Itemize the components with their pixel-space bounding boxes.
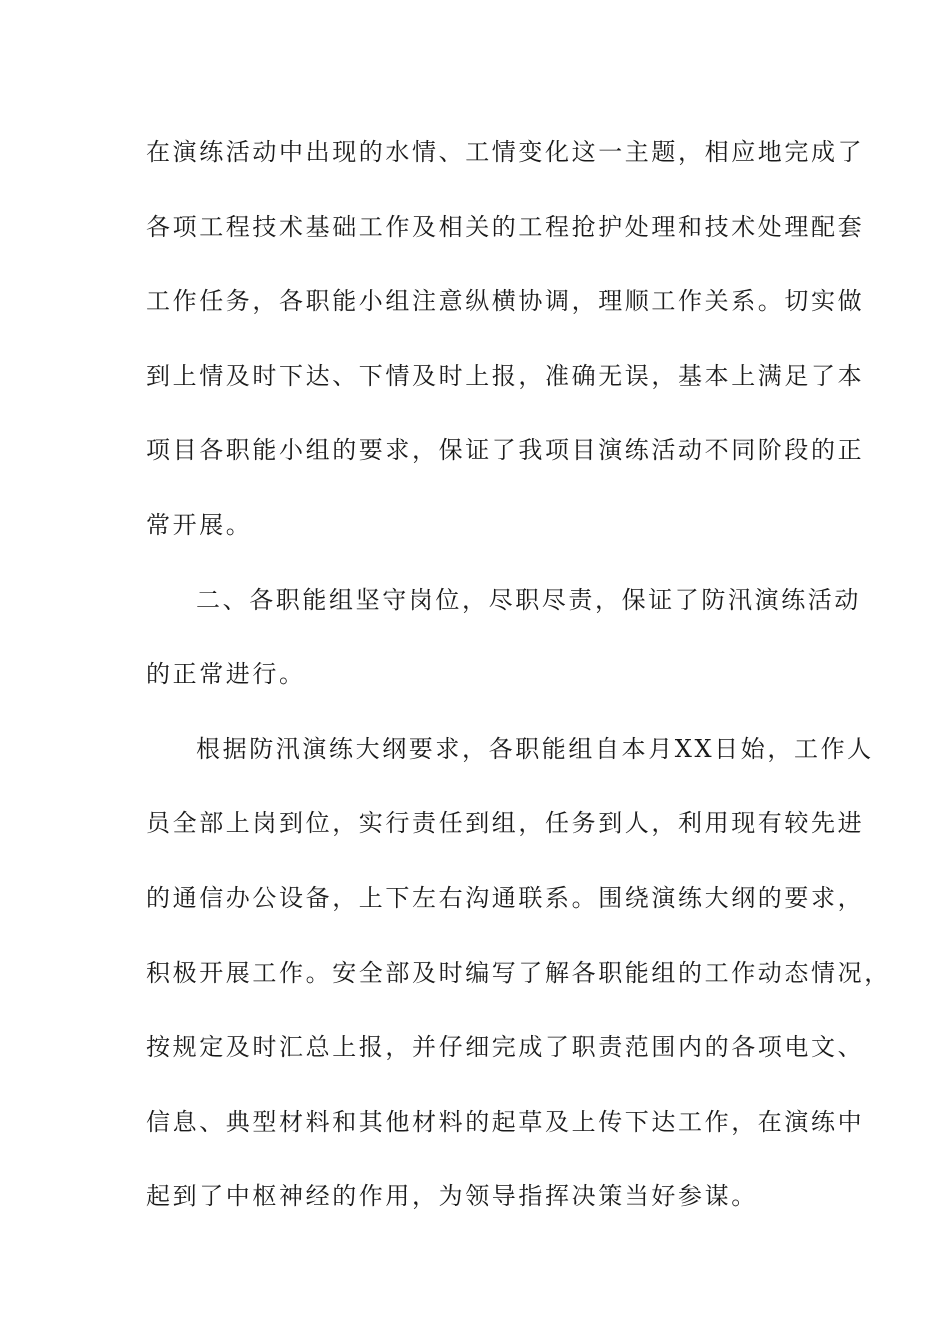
- text-line: 到上情及时下达、下情及时上报，准确无误，基本上满足了本: [146, 361, 865, 390]
- text-line: 工作任务，各职能小组注意纵横协调，理顺工作关系。切实做: [146, 287, 865, 316]
- text-line: 常开展。: [146, 510, 253, 539]
- text-line: 信息、典型材料和其他材料的起草及上传下达工作，在演练中: [146, 1107, 865, 1136]
- section-heading-line: 二、各职能组坚守岗位，尽职尽责，保证了防汛演练活动: [196, 585, 861, 614]
- text-line: 根据防汛演练大纲要求，各职能组自本月XX日始，工作人: [196, 734, 874, 763]
- text-line: 在演练活动中出现的水情、工情变化这一主题，相应地完成了: [146, 138, 865, 166]
- text-line: 积极开展工作。安全部及时编写了解各职能组的工作动态情况，: [146, 958, 891, 987]
- text-line: 各项工程技术基础工作及相关的工程抢护处理和技术处理配套: [146, 212, 865, 241]
- text-line: 起到了中枢神经的作用，为领导指挥决策当好参谋。: [146, 1182, 758, 1211]
- text-line: 项目各职能小组的要求，保证了我项目演练活动不同阶段的正: [146, 436, 865, 465]
- document-body: [146, 130, 891, 1249]
- text-line: 员全部上岗到位，实行责任到组，任务到人，利用现有较先进: [146, 809, 865, 838]
- section-heading-line: 的正常进行。: [146, 660, 306, 689]
- text-line: 的通信办公设备，上下左右沟通联系。围绕演练大纲的要求，: [146, 883, 865, 912]
- text-line: 按规定及时汇总上报，并仔细完成了职责范围内的各项电文、: [146, 1033, 865, 1062]
